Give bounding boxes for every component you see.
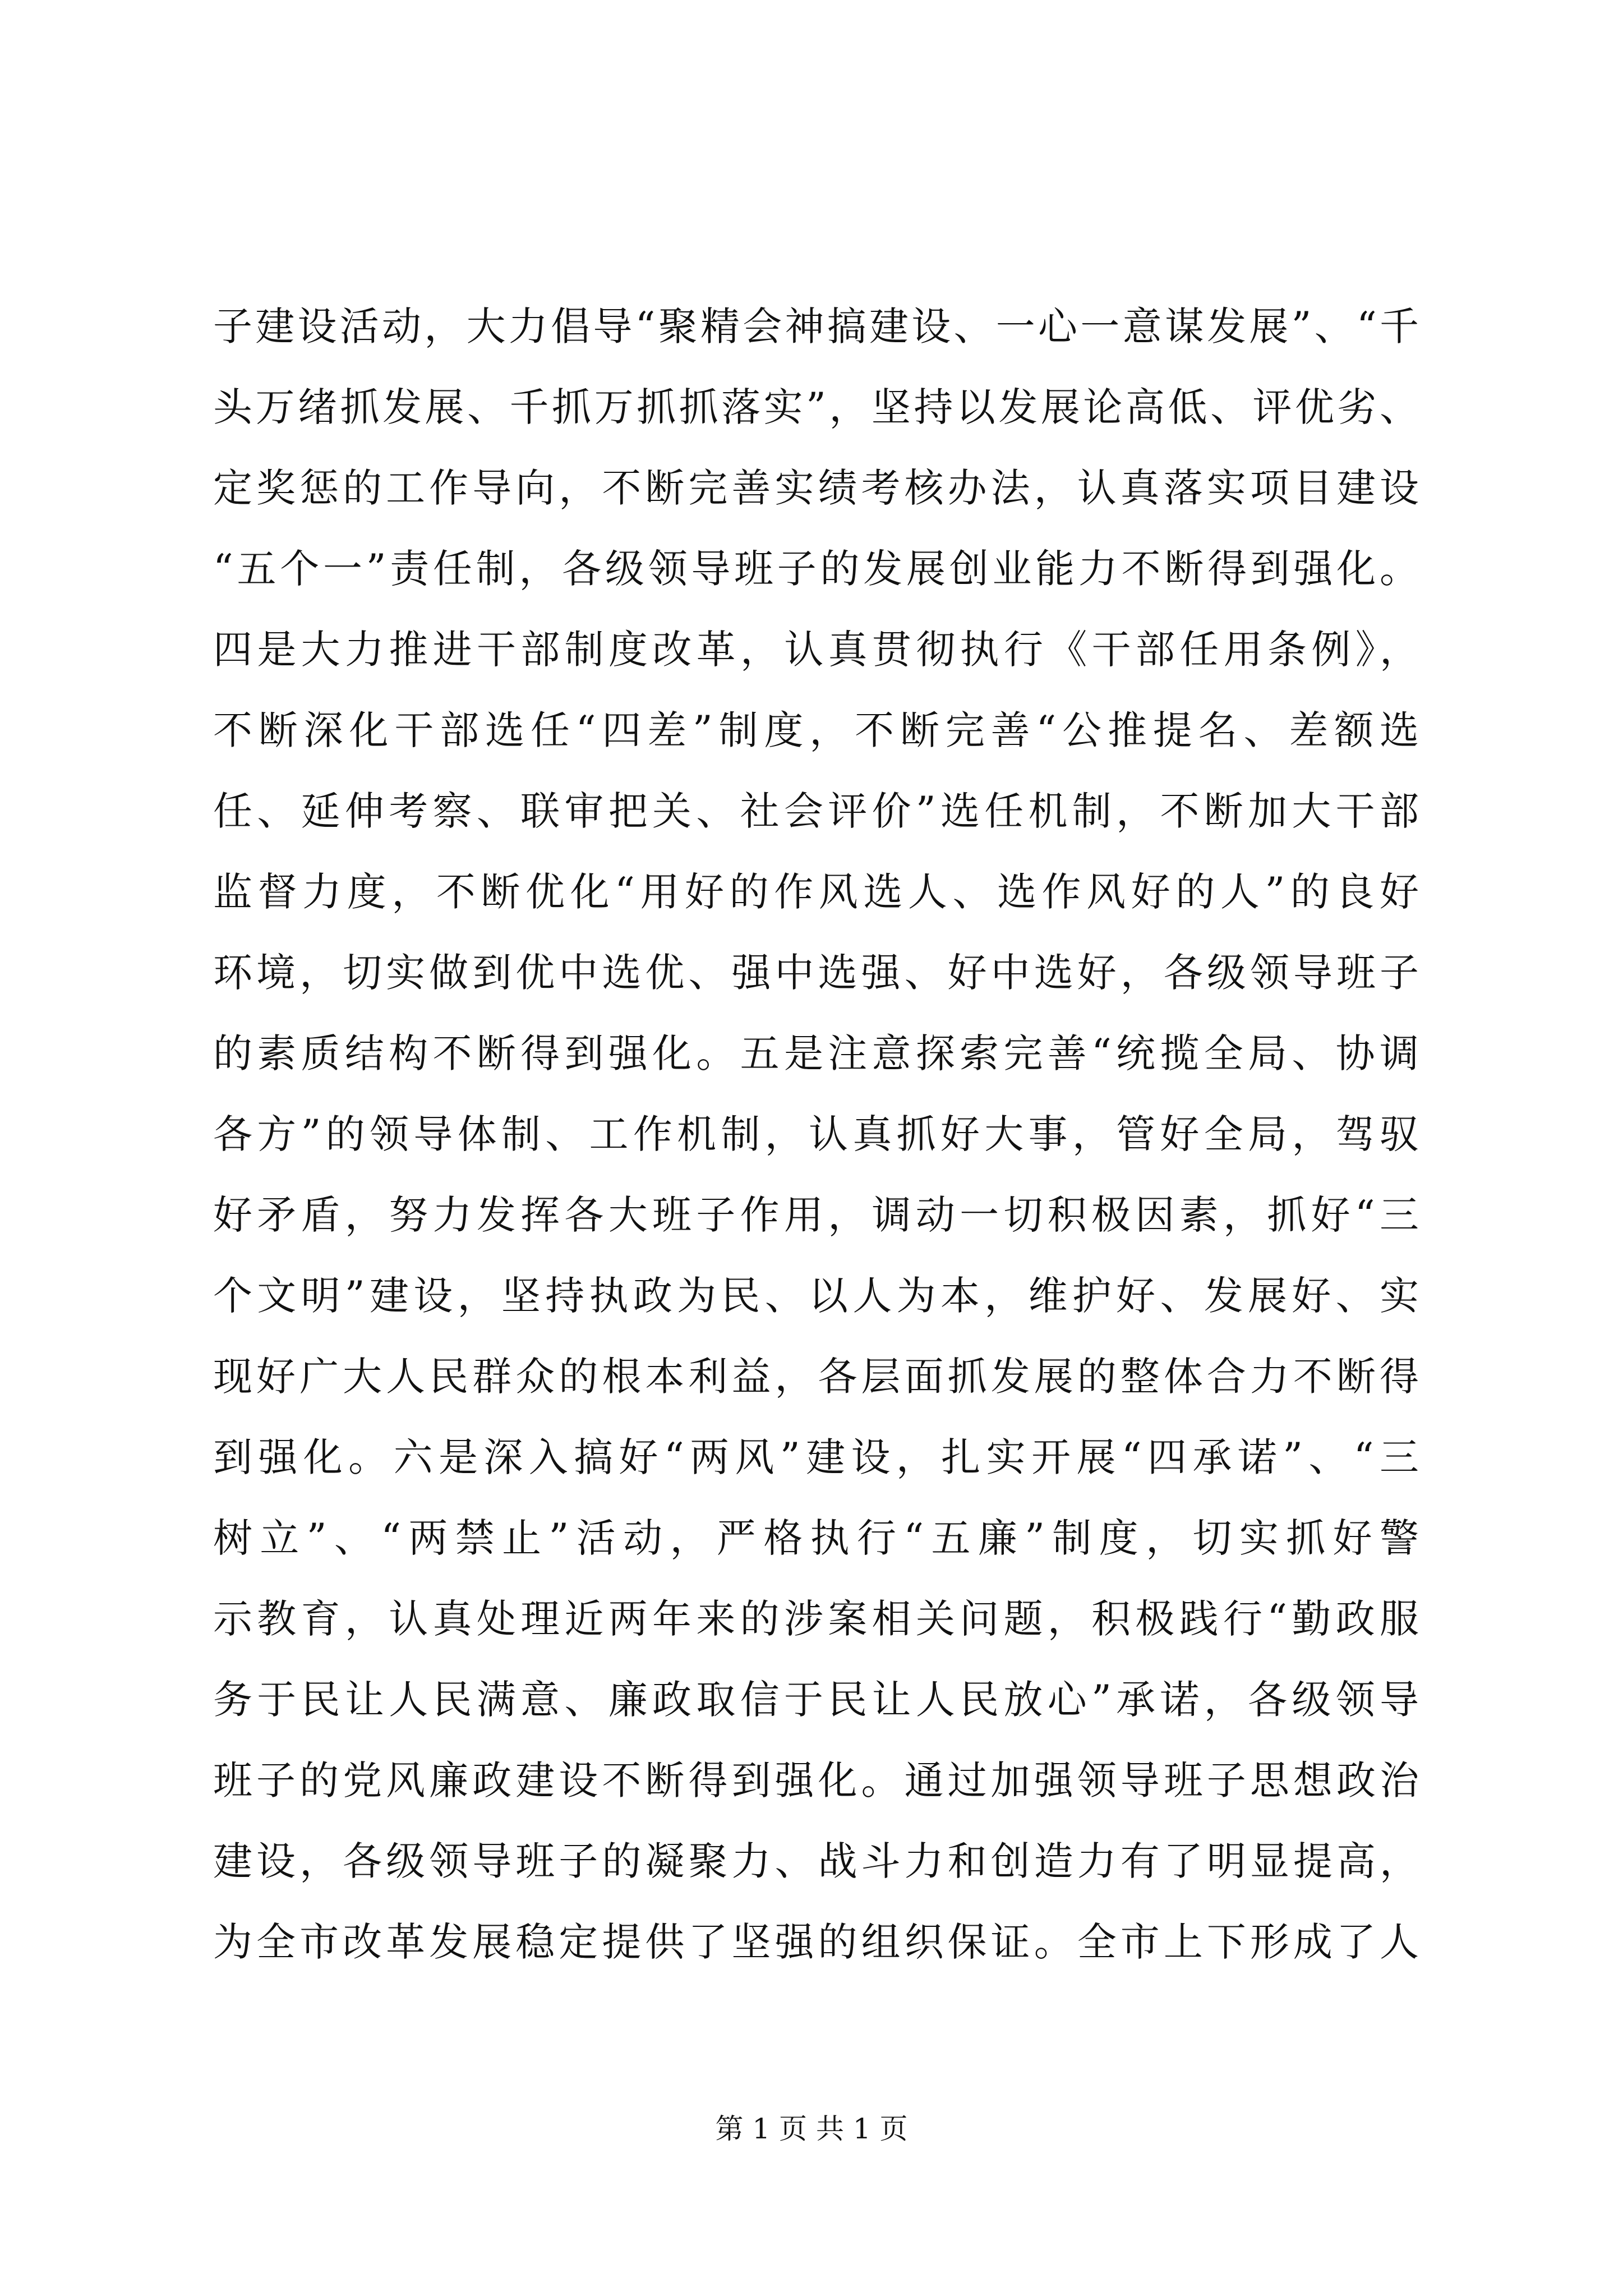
text-line: 监督力度，不断优化“用好的作风选人、选作风好的人”的良好 — [213, 869, 1419, 915]
text-line: 现好广大人民群众的根本利益，各层面抓发展的整体合力不断得 — [213, 1354, 1419, 1400]
text-line: 树立”、“两禁止”活动，严格执行“五廉”制度，切实抓好警 — [213, 1515, 1419, 1561]
text-line: “五个一”责任制，各级领导班子的发展创业能力不断得到强化。 — [213, 546, 1419, 592]
text-line: 任、延伸考察、联审把关、社会评价”选任机制，不断加大干部 — [213, 788, 1419, 834]
text-line: 好矛盾，努力发挥各大班子作用，调动一切积极因素，抓好“三 — [213, 1192, 1419, 1238]
text-line: 环境，切实做到优中选优、强中选强、好中选好，各级领导班子 — [213, 950, 1419, 996]
text-line: 头万绪抓发展、千抓万抓抓落实”，坚持以发展论高低、评优劣、 — [213, 384, 1419, 430]
text-line: 为全市改革发展稳定提供了坚强的组织保证。全市上下形成了人 — [213, 1919, 1419, 1965]
text-line: 务于民让人民满意、廉政取信于民让人民放心”承诺，各级领导 — [213, 1677, 1419, 1723]
text-line: 子建设活动，大力倡导“聚精会神搞建设、一心一意谋发展”、“千 — [213, 303, 1419, 349]
text-line: 示教育，认真处理近两年来的涉案相关问题，积极践行“勤政服 — [213, 1596, 1419, 1642]
text-line: 不断深化干部选任“四差”制度，不断完善“公推提名、差额选 — [213, 707, 1419, 753]
text-line: 各方”的领导体制、工作机制，认真抓好大事，管好全局，驾驭 — [213, 1111, 1419, 1157]
text-line: 建设，各级领导班子的凝聚力、战斗力和创造力有了明显提高， — [213, 1838, 1419, 1884]
page-footer: 第 1 页 共 1 页 — [715, 2113, 908, 2145]
text-line: 到强化。六是深入搞好“两风”建设，扎实开展“四承诺”、“三 — [213, 1434, 1419, 1480]
text-line: 的素质结构不断得到强化。五是注意探索完善“统揽全局、协调 — [213, 1030, 1419, 1076]
text-line: 班子的党风廉政建设不断得到强化。通过加强领导班子思想政治 — [213, 1757, 1419, 1803]
text-line: 四是大力推进干部制度改革，认真贯彻执行《干部任用条例》， — [213, 627, 1419, 673]
text-line: 定奖惩的工作导向，不断完善实绩考核办法，认真落实项目建设 — [213, 465, 1419, 511]
body-text — [213, 286, 1419, 1982]
text-line: 个文明”建设，坚持执政为民、以人为本，维护好、发展好、实 — [213, 1273, 1419, 1319]
